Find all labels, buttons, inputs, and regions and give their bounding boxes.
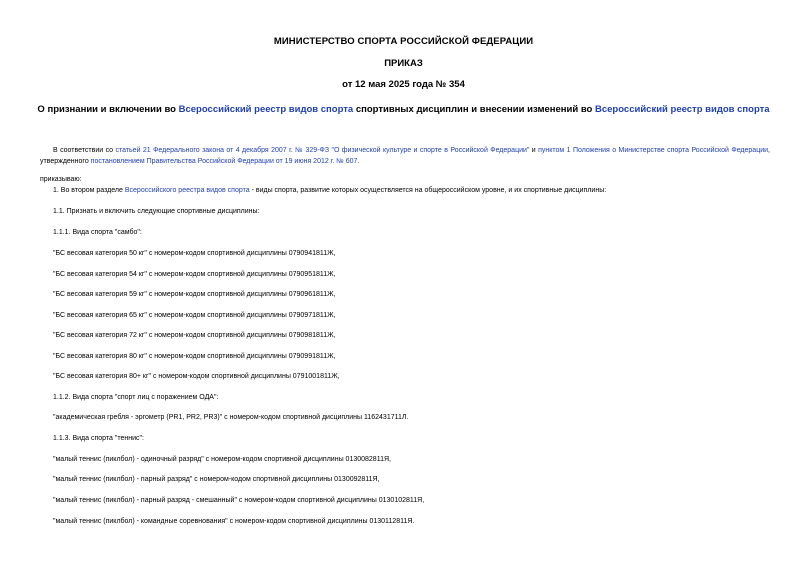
clause-1-text: 1. Во втором разделе (53, 187, 125, 194)
discipline-item: "БС весовая категория 80 кг" с номером-кодом спортивной дисциплины 0790991811Ж, (53, 353, 336, 360)
clause-1 (53, 187, 606, 194)
ministry-heading: МИНИСТЕРСТВО СПОРТА РОССИЙСКОЙ ФЕДЕРАЦИИ (273, 36, 534, 47)
clause-1-1-2: 1.1.2. Вида спорта "спорт лиц с поражением ОДА": (53, 394, 219, 401)
regulation-link[interactable]: пунктом 1 Положения о Министерстве спорта Российской Федерации (538, 147, 769, 154)
discipline-item: "малый теннис (пиклбол) - командные соревнования" с номером-кодом спортивной дисциплины 0130112811Я. (53, 518, 415, 525)
registry-link[interactable]: Всероссийского реестра видов спорта (124, 187, 250, 194)
discipline-item: "БС весовая категория 54 кг" с номером-кодом спортивной дисциплины 0790951811Ж, (53, 271, 336, 278)
discipline-item: "малый теннис (пиклбол) - парный разряд - смешанный" с номером-кодом спортивной дисциплины 0130102811Я, (53, 497, 425, 504)
registry-link[interactable]: Всероссийский реестр видов спорта (178, 104, 354, 115)
preamble-text: и (529, 147, 539, 154)
clause-1-1-3: 1.1.3. Вида спорта "теннис": (53, 435, 144, 442)
doc-title (0, 104, 807, 115)
preamble-paragraph (40, 146, 770, 167)
discipline-item: "БС весовая категория 50 кг" с номером-кодом спортивной дисциплины 0790941811Ж, (53, 250, 336, 257)
discipline-item: "малый теннис (пиклбол) - одиночный разряд" с номером-кодом спортивной дисциплины 0130082811Я, (53, 456, 391, 463)
discipline-item: "БС весовая категория 59 кг" с номером-кодом спортивной дисциплины 0790961811Ж, (53, 291, 336, 298)
preamble-text: . (357, 157, 360, 165)
discipline-item: "малый теннис (пиклбол) - парный разряд" с номером-кодом спортивной дисциплины 0130092811Я, (53, 476, 380, 483)
doc-type: ПРИКАЗ (384, 58, 423, 69)
clause-1-1: 1.1. Признать и включить следующие спортивные дисциплины: (53, 208, 260, 215)
discipline-item: "БС весовая категория 65 кг" с номером-кодом спортивной дисциплины 0790971811Ж, (53, 312, 336, 319)
preamble-text: В соответствии со (53, 147, 116, 154)
decree-link[interactable]: постановлением Правительства Российской Федерации от 19 июня 2012 г. № 607 (90, 157, 358, 165)
registry-link[interactable]: Всероссийский реестр видов спорта (595, 104, 770, 115)
title-text-start: О признании и включении во (37, 104, 179, 115)
preamble-text: , утвержденного (40, 147, 770, 165)
clause-1-text: - виды спорта, развитие которых осуществляется на общероссийском уровне, и их спортивные дисциплины: (249, 187, 607, 194)
law-link[interactable]: статьей 21 Федерального закона от 4 декабря 2007 г. № 329-ФЗ "О физической культуре и спорте в Российской Федерации" (115, 147, 530, 154)
title-text-middle: спортивных дисциплин и внесении изменений во (353, 104, 595, 115)
discipline-item: "БС весовая категория 80+ кг" с номером-кодом спортивной дисциплины 0791001811Ж, (53, 373, 340, 380)
discipline-item: "БС весовая категория 72 кг" с номером-кодом спортивной дисциплины 0790981811Ж, (53, 332, 336, 339)
clause-1-1-1: 1.1.1. Вида спорта "самбо": (53, 229, 142, 236)
discipline-item: "академическая гребля - эргометр (PR1, PR2, PR3)" с номером-кодом спортивной дисциплины 1162431711Л. (53, 414, 409, 421)
order-word: приказываю: (40, 176, 82, 183)
doc-date-number: от 12 мая 2025 года № 354 (342, 79, 465, 90)
